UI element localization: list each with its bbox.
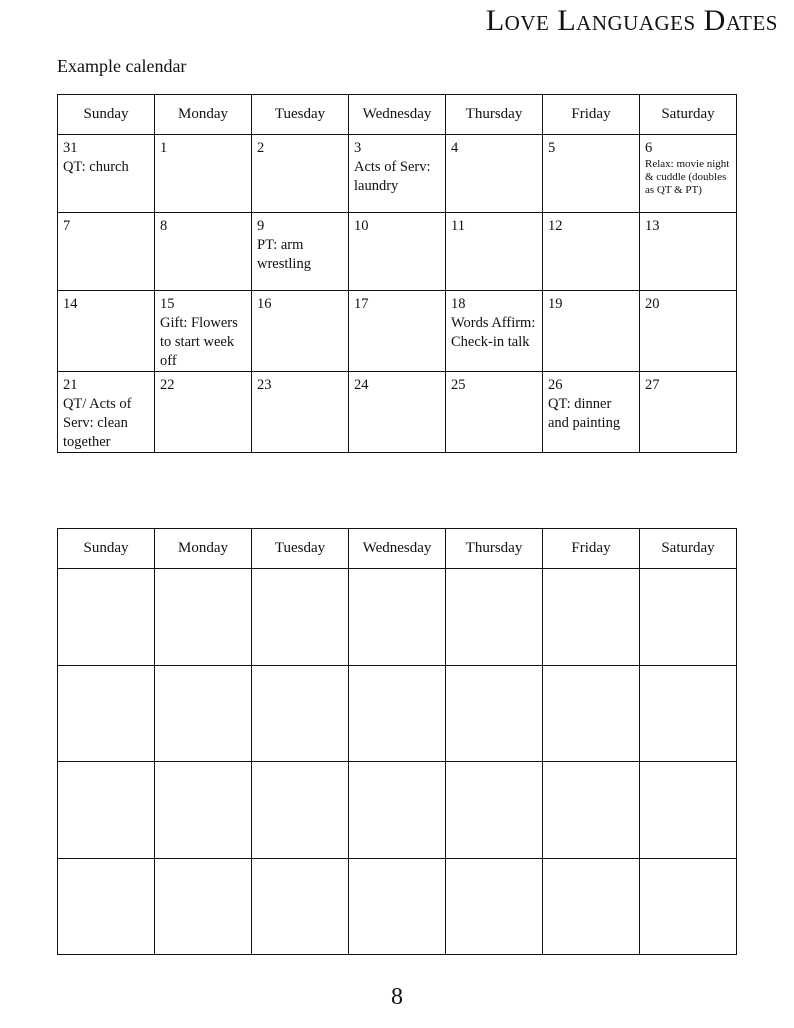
day-number: 11	[451, 218, 465, 234]
blank-day-cell	[446, 665, 543, 762]
day-number: 17	[354, 296, 369, 312]
blank-day-cell	[349, 569, 446, 666]
day-number: 27	[645, 377, 660, 393]
blank-day-cell	[640, 665, 737, 762]
week-row	[58, 569, 737, 666]
blank-day-cell	[252, 858, 349, 955]
day-number: 1	[160, 140, 168, 156]
day-number: 4	[451, 140, 459, 156]
weekday-sunday: Sunday	[58, 95, 155, 135]
day-number: 7	[63, 218, 71, 234]
weekday-friday: Friday	[543, 529, 640, 569]
day-cell	[349, 135, 446, 213]
day-cell	[349, 213, 446, 291]
weekday-tuesday: Tuesday	[252, 529, 349, 569]
day-number: 9	[257, 218, 265, 234]
day-cell	[446, 213, 543, 291]
weekday-monday: Monday	[155, 95, 252, 135]
blank-calendar	[57, 528, 737, 955]
day-number: 16	[257, 296, 272, 312]
day-cell	[640, 135, 737, 213]
weekday-wednesday: Wednesday	[349, 95, 446, 135]
day-cell	[543, 213, 640, 291]
day-number: 2	[257, 140, 265, 156]
day-cell	[155, 213, 252, 291]
weekday-sunday: Sunday	[58, 529, 155, 569]
day-number: 26	[548, 377, 563, 393]
blank-day-cell	[543, 569, 640, 666]
weekday-thursday: Thursday	[446, 95, 543, 135]
day-event: PT: arm wrestling	[257, 237, 311, 272]
weekday-wednesday: Wednesday	[349, 529, 446, 569]
weekday-header-row	[58, 529, 737, 569]
day-cell	[543, 135, 640, 213]
page-title: Love Languages Dates	[485, 4, 778, 37]
day-event: QT/ Acts of Serv: clean together	[63, 396, 132, 450]
day-number: 5	[548, 140, 556, 156]
week-row	[58, 762, 737, 859]
day-cell	[252, 372, 349, 453]
week-row	[58, 291, 737, 372]
day-number: 6	[645, 140, 653, 156]
day-cell	[58, 291, 155, 372]
day-cell	[155, 291, 252, 372]
day-cell	[349, 291, 446, 372]
weekday-friday: Friday	[543, 95, 640, 135]
day-cell	[58, 135, 155, 213]
day-event: Words Affirm: Check-in talk	[451, 315, 536, 350]
week-row	[58, 665, 737, 762]
day-cell	[252, 135, 349, 213]
day-cell	[155, 135, 252, 213]
day-number: 13	[645, 218, 660, 234]
day-cell	[58, 372, 155, 453]
blank-day-cell	[446, 762, 543, 859]
weekday-saturday: Saturday	[640, 529, 737, 569]
day-number: 8	[160, 218, 168, 234]
blank-day-cell	[155, 665, 252, 762]
day-cell	[446, 372, 543, 453]
blank-day-cell	[252, 762, 349, 859]
week-row	[58, 858, 737, 955]
day-cell	[446, 135, 543, 213]
day-number: 31	[63, 140, 78, 156]
day-number: 19	[548, 296, 563, 312]
blank-day-cell	[58, 762, 155, 859]
day-number: 10	[354, 218, 369, 234]
day-event: Gift: Flowers to start week off	[160, 315, 238, 369]
weekday-header-row	[58, 95, 737, 135]
weekday-monday: Monday	[155, 529, 252, 569]
week-row	[58, 135, 737, 213]
blank-day-cell	[543, 762, 640, 859]
day-cell	[446, 291, 543, 372]
day-event: QT: church	[63, 159, 129, 175]
blank-day-cell	[58, 858, 155, 955]
blank-day-cell	[640, 569, 737, 666]
day-event: Acts of Serv: laundry	[354, 159, 431, 194]
blank-day-cell	[349, 762, 446, 859]
day-cell	[252, 291, 349, 372]
day-number: 15	[160, 296, 175, 312]
blank-day-cell	[58, 569, 155, 666]
day-number: 3	[354, 140, 362, 156]
weekday-thursday: Thursday	[446, 529, 543, 569]
day-number: 20	[645, 296, 660, 312]
day-cell	[155, 372, 252, 453]
day-number: 25	[451, 377, 466, 393]
day-cell	[349, 372, 446, 453]
day-number: 22	[160, 377, 175, 393]
blank-day-cell	[543, 665, 640, 762]
day-number: 24	[354, 377, 369, 393]
day-cell	[252, 213, 349, 291]
blank-day-cell	[155, 858, 252, 955]
blank-day-cell	[252, 665, 349, 762]
day-number: 21	[63, 377, 78, 393]
day-number: 23	[257, 377, 272, 393]
blank-day-cell	[155, 762, 252, 859]
day-cell	[543, 372, 640, 453]
example-calendar-caption: Example calendar	[57, 56, 187, 76]
blank-day-cell	[446, 858, 543, 955]
day-cell	[543, 291, 640, 372]
day-number: 12	[548, 218, 563, 234]
week-row	[58, 372, 737, 453]
blank-day-cell	[58, 665, 155, 762]
day-event: Relax: movie night & cuddle (doubles as QT & PT)	[645, 158, 730, 196]
blank-day-cell	[349, 665, 446, 762]
day-event: QT: dinner and painting	[548, 396, 621, 431]
day-cell	[640, 213, 737, 291]
blank-day-cell	[640, 762, 737, 859]
day-number: 14	[63, 296, 78, 312]
example-calendar	[57, 94, 737, 453]
week-row	[58, 213, 737, 291]
day-number: 18	[451, 296, 466, 312]
blank-day-cell	[252, 569, 349, 666]
day-cell	[58, 213, 155, 291]
blank-day-cell	[640, 858, 737, 955]
blank-day-cell	[155, 569, 252, 666]
blank-day-cell	[349, 858, 446, 955]
blank-day-cell	[446, 569, 543, 666]
page-number: 8	[391, 984, 403, 1010]
weekday-saturday: Saturday	[640, 95, 737, 135]
blank-day-cell	[543, 858, 640, 955]
day-cell	[640, 291, 737, 372]
weekday-tuesday: Tuesday	[252, 95, 349, 135]
day-cell	[640, 372, 737, 453]
